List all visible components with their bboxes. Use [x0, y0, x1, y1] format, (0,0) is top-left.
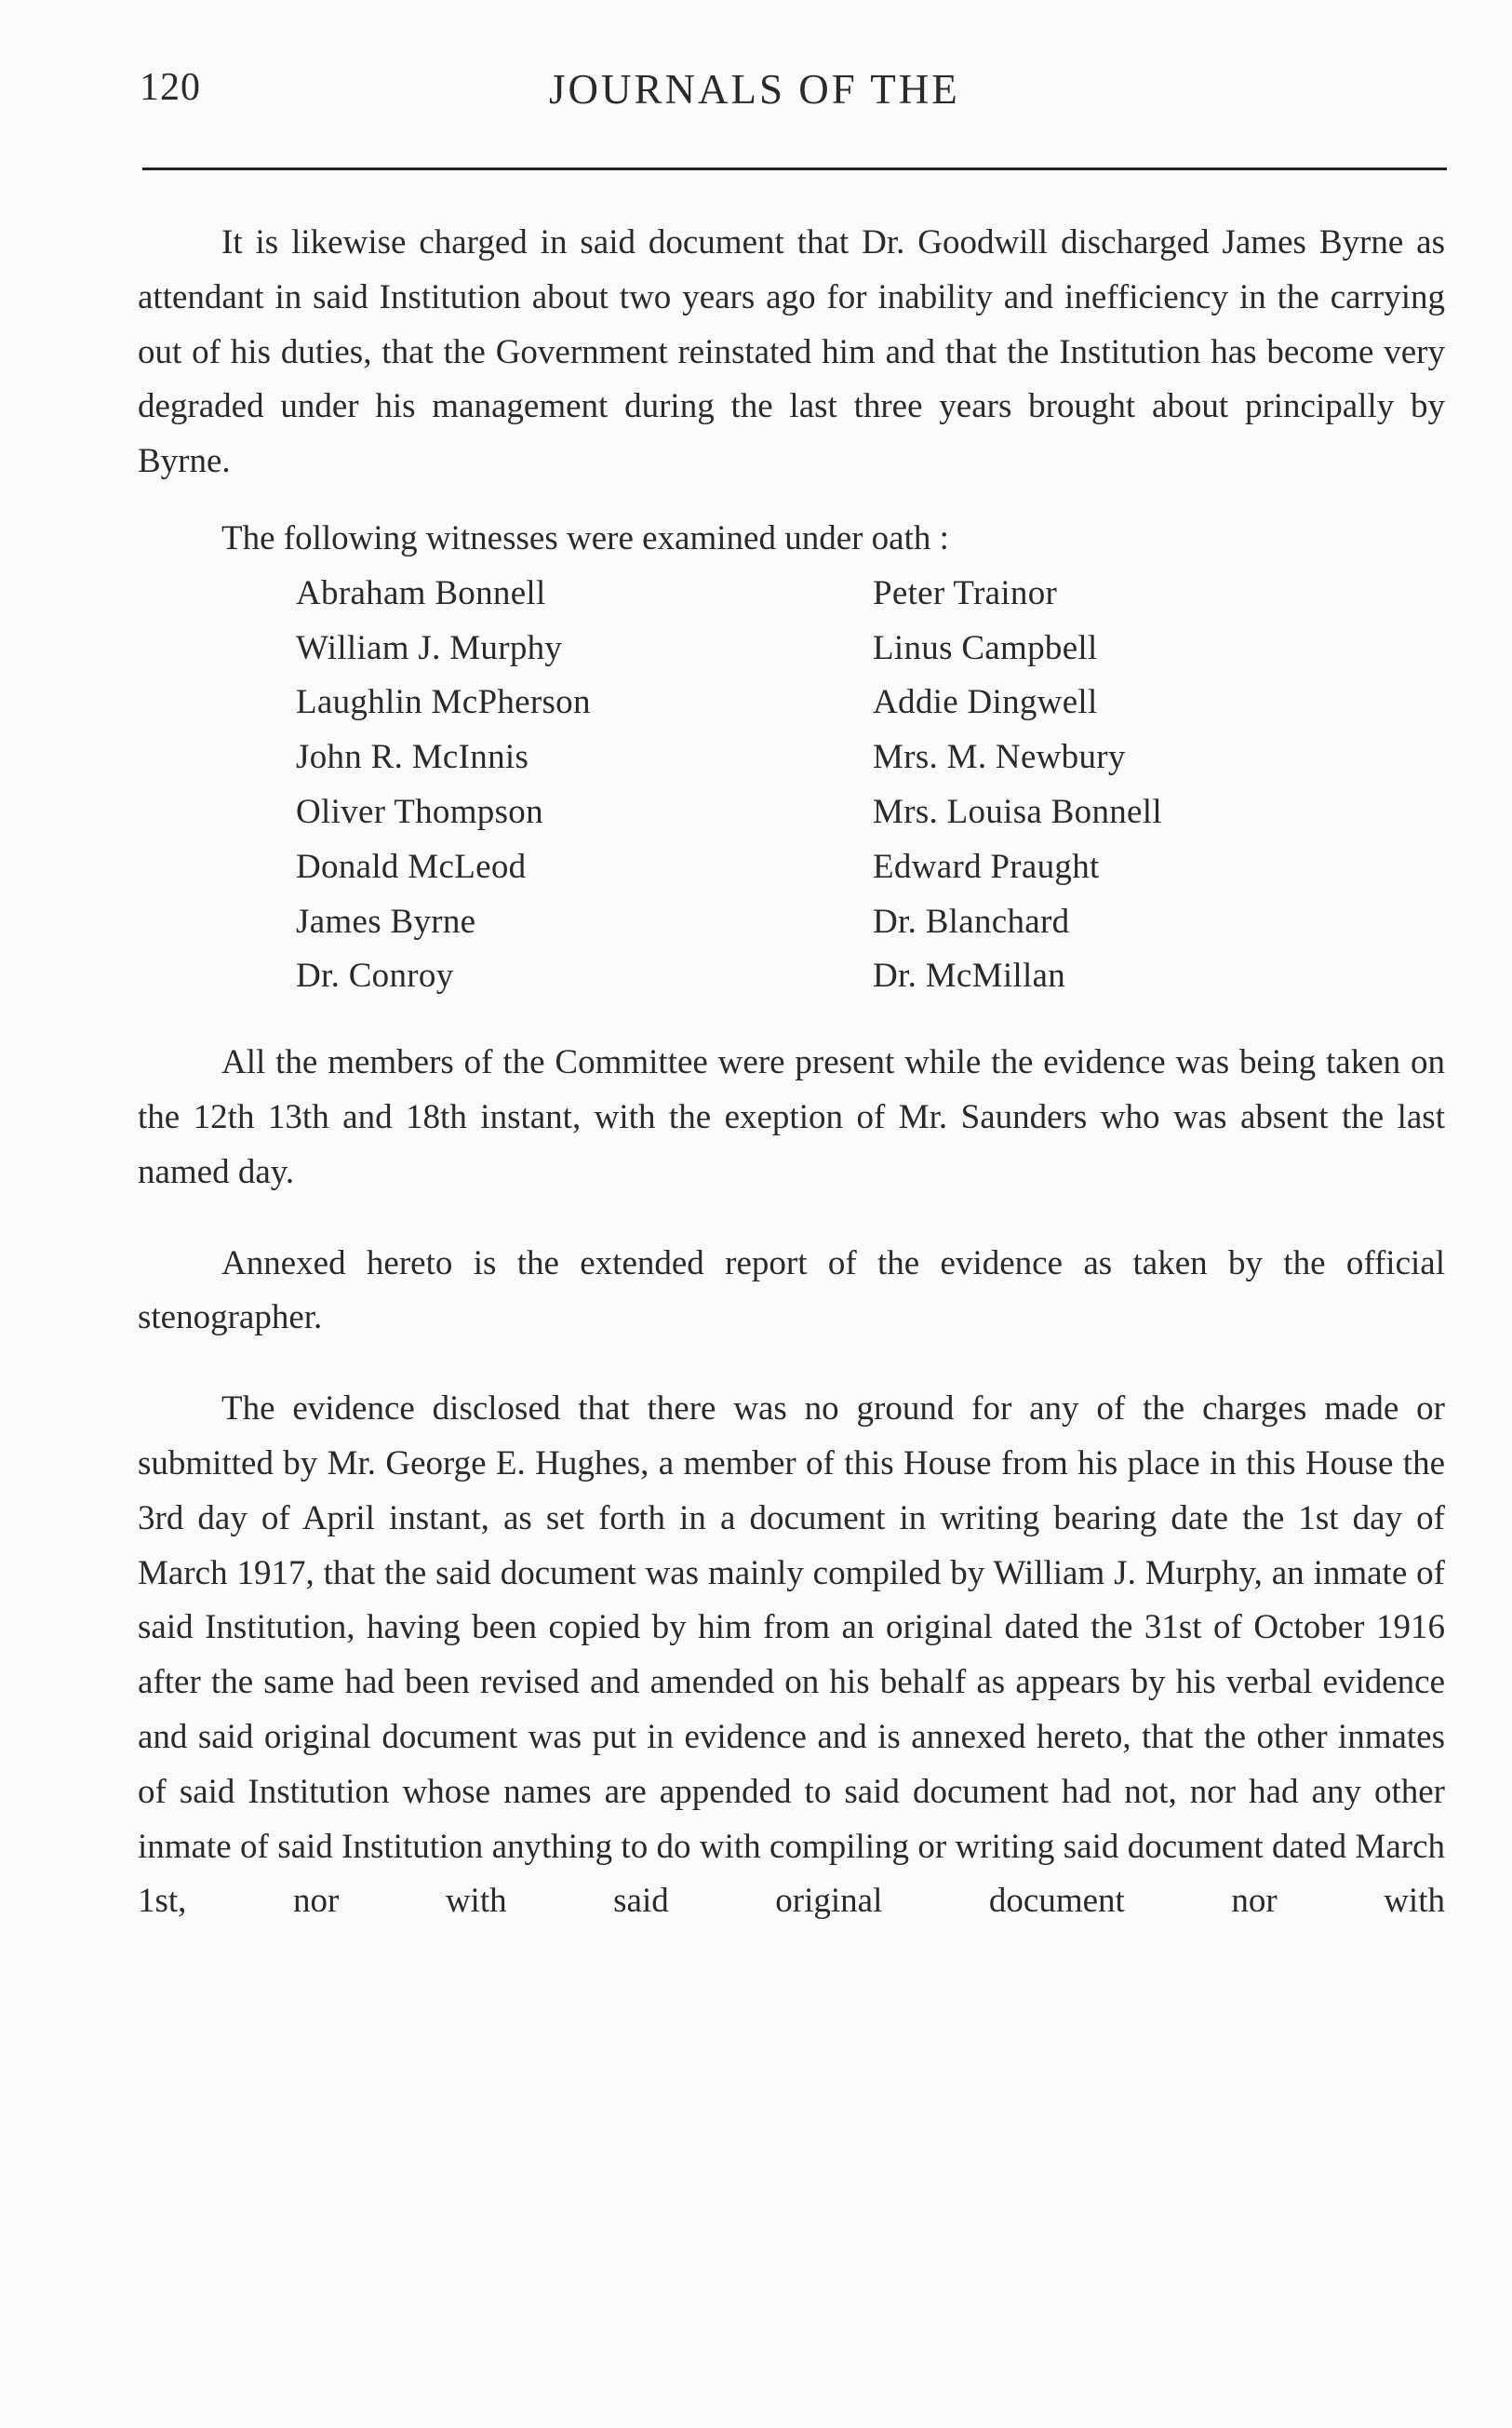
witness-name: Abraham Bonnell — [296, 573, 546, 612]
witness-list — [296, 567, 1445, 1004]
journal-title: JOURNALS OF THE — [549, 66, 960, 113]
header-rule — [142, 168, 1447, 170]
body-text — [138, 216, 1445, 1929]
witness-name: John R. McInnis — [296, 738, 529, 777]
paragraph-annexed-report: Annexed hereto is the extended report of the evidence as taken by the official stenographer. — [138, 1243, 1445, 1337]
witness-name: Mrs. Louisa Bonnell — [873, 792, 1162, 831]
running-head — [140, 65, 1447, 121]
witness-name: Linus Campbell — [873, 628, 1098, 667]
paragraph-witness-intro: The following witnesses were examined under oath : — [221, 518, 949, 557]
witness-name: James Byrne — [296, 902, 476, 941]
witness-name: Mrs. M. Newbury — [873, 738, 1126, 777]
witness-name: Donald McLeod — [296, 847, 527, 886]
witness-name: William J. Murphy — [296, 628, 563, 667]
witness-name: Dr. Blanchard — [873, 902, 1070, 941]
witness-name: Laughlin McPherson — [296, 683, 591, 722]
witness-name: Dr. McMillan — [873, 957, 1066, 996]
page-number: 120 — [140, 66, 201, 109]
witness-name: Peter Trainor — [873, 573, 1058, 612]
witness-name: Edward Praught — [873, 847, 1100, 886]
paragraph-evidence-findings: The evidence disclosed that there was no ground for any of the charges made or submitted by Mr. George E. Hughes, a member of this House from his place in this House the 3rd day of April instant, as set forth in a document in writing bearing date the 1st day of March 1917, that the said document was mainly compiled by William J. Murphy, an inmate of said Institution, having been copied by him from an original dated the 31st of October 1916 after the same had been revised and amended on his behalf as appears by his verbal evidence and said original document was put in evidence and is annexed hereto, that the other inmates of said Institution whose names are appended to said document had not, nor had any other inmate of said Institution anything to do with compiling or writing said document dated March 1st, nor with said original document nor with — [138, 1389, 1445, 1921]
paragraph-charges: It is likewise charged in said document that Dr. Goodwill discharged James Byrne as attendant in said Institution about two years ago for inability and inefficiency in the carrying out of his duties, that the Government reinstated him and that the Institution has become very degraded under his management during the last three years brought about principally by Byrne. — [138, 223, 1445, 481]
witness-name: Dr. Conroy — [296, 957, 454, 996]
witness-name: Addie Dingwell — [873, 683, 1098, 722]
paragraph-committee-present: All the members of the Committee were present while the evidence was being taken on the 12th 13th and 18th instant, with the exeption of Mr. Saunders who was absent the last named day. — [138, 1043, 1445, 1191]
witness-name: Oliver Thompson — [296, 792, 543, 831]
